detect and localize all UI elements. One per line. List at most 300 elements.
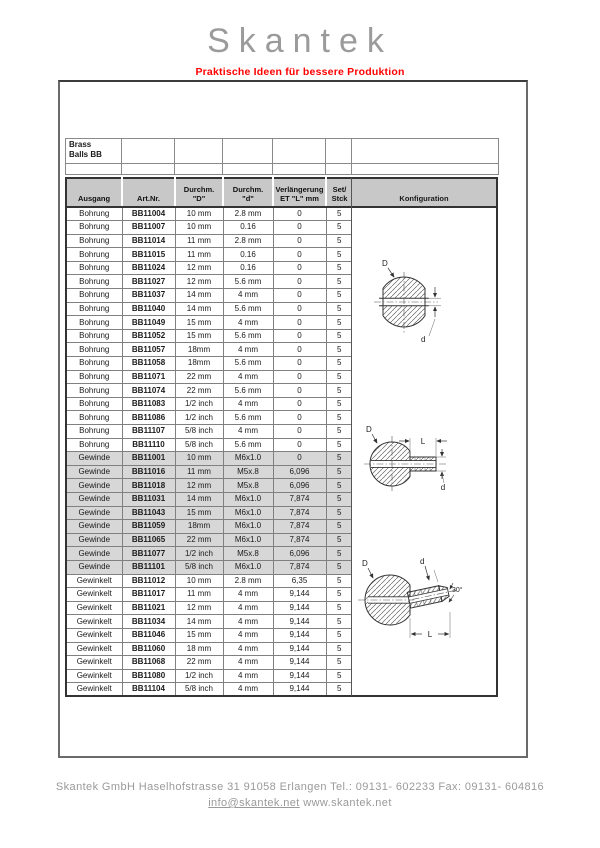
- cell-ausgang: Bohrung: [66, 329, 122, 343]
- dimension-label-D: D: [382, 259, 388, 268]
- cell-artnr: BB11049: [122, 316, 175, 330]
- cell-durchm-d: 5.6 mm: [223, 275, 273, 289]
- cell-verlaengerung: 0: [273, 438, 326, 452]
- cell-verlaengerung: 9,144: [273, 656, 326, 670]
- dimension-label-angle: 30°: [452, 587, 463, 594]
- column-header-set-stck: [326, 178, 353, 207]
- cell-artnr: BB11040: [122, 302, 175, 316]
- cell-set-stck: 5: [326, 669, 353, 683]
- cell-set-stck: 5: [326, 492, 353, 506]
- header-line: "d": [242, 194, 254, 204]
- table-row: [66, 479, 353, 493]
- cell-set-stck: 5: [326, 289, 353, 303]
- cell-verlaengerung: 0: [273, 248, 326, 262]
- table-row: [66, 506, 353, 520]
- table-row: [66, 221, 353, 235]
- table-row: [66, 289, 353, 303]
- empty-cell: [122, 139, 175, 164]
- cell-durchm-d: 5.6 mm: [223, 329, 273, 343]
- footer-email-link[interactable]: info@skantek.net: [208, 797, 300, 809]
- cell-set-stck: 5: [326, 560, 353, 574]
- cell-durchm-D: 11 mm: [175, 465, 223, 479]
- group-title-line2: Balls BB: [69, 150, 102, 159]
- konfiguration-column: [351, 177, 498, 697]
- cell-artnr: BB11107: [122, 425, 175, 439]
- cell-artnr: BB11034: [122, 615, 175, 629]
- table-row: [66, 615, 353, 629]
- cell-artnr: BB11024: [122, 261, 175, 275]
- cell-set-stck: 5: [326, 683, 353, 697]
- cell-set-stck: 5: [326, 221, 353, 235]
- table-row: [66, 357, 353, 371]
- cell-verlaengerung: 7,874: [273, 533, 326, 547]
- header-line: Art.Nr.: [137, 194, 160, 204]
- cell-durchm-d: M6x1.0: [223, 452, 273, 466]
- cell-ausgang: Bohrung: [66, 397, 122, 411]
- cell-durchm-d: 4 mm: [223, 669, 273, 683]
- dimension-label-d: d: [440, 483, 446, 492]
- cell-durchm-D: 11 mm: [175, 248, 223, 262]
- header-line: Ausgang: [77, 194, 111, 204]
- cell-durchm-d: M6x1.0: [223, 492, 273, 506]
- cell-verlaengerung: 0: [273, 343, 326, 357]
- cell-durchm-D: 10 mm: [175, 574, 223, 588]
- cell-durchm-d: M5x.8: [223, 479, 273, 493]
- cell-verlaengerung: 0: [273, 302, 326, 316]
- cell-durchm-d: 4 mm: [223, 601, 273, 615]
- cell-ausgang: Gewinkelt: [66, 588, 122, 602]
- table-row: [66, 275, 353, 289]
- cell-set-stck: 5: [326, 601, 353, 615]
- cell-durchm-d: 5.6 mm: [223, 384, 273, 398]
- cell-set-stck: 5: [326, 438, 353, 452]
- cell-verlaengerung: 0: [273, 261, 326, 275]
- table-row: [66, 465, 353, 479]
- cell-verlaengerung: 9,144: [273, 615, 326, 629]
- cell-ausgang: Gewinde: [66, 506, 122, 520]
- cell-durchm-D: 10 mm: [175, 452, 223, 466]
- cell-durchm-d: 5.6 mm: [223, 438, 273, 452]
- column-header-artnr: [122, 178, 175, 207]
- cell-durchm-d: 0.16: [223, 221, 273, 235]
- cell-artnr: BB11080: [122, 669, 175, 683]
- cell-ausgang: Gewinde: [66, 560, 122, 574]
- brand-tagline: Praktische Ideen für bessere Produktion: [195, 66, 405, 78]
- cell-set-stck: 5: [326, 316, 353, 330]
- cell-durchm-D: 22 mm: [175, 384, 223, 398]
- cell-set-stck: 5: [326, 357, 353, 371]
- cell-ausgang: Gewinkelt: [66, 669, 122, 683]
- cell-artnr: BB11060: [122, 642, 175, 656]
- group-title-line1: Brass: [69, 140, 92, 149]
- cell-verlaengerung: 9,144: [273, 669, 326, 683]
- cell-durchm-D: 5/8 inch: [175, 438, 223, 452]
- cell-ausgang: Bohrung: [66, 207, 122, 221]
- cell-ausgang: Gewinkelt: [66, 642, 122, 656]
- empty-cell: [66, 164, 122, 175]
- cell-durchm-D: 1/2 inch: [175, 547, 223, 561]
- cell-verlaengerung: 9,144: [273, 642, 326, 656]
- cell-ausgang: Bohrung: [66, 234, 122, 248]
- cell-verlaengerung: 0: [273, 411, 326, 425]
- table-row: [66, 669, 353, 683]
- cell-set-stck: 5: [326, 533, 353, 547]
- cell-set-stck: 5: [326, 207, 353, 221]
- cell-ausgang: Bohrung: [66, 248, 122, 262]
- cell-set-stck: 5: [326, 642, 353, 656]
- cell-artnr: BB11043: [122, 506, 175, 520]
- cell-ausgang: Gewinkelt: [66, 683, 122, 697]
- group-title: [66, 139, 122, 164]
- cell-verlaengerung: 9,144: [273, 588, 326, 602]
- cell-verlaengerung: 9,144: [273, 683, 326, 697]
- cell-durchm-D: 15 mm: [175, 506, 223, 520]
- cell-durchm-D: 18mm: [175, 343, 223, 357]
- cell-durchm-D: 14 mm: [175, 302, 223, 316]
- cell-durchm-d: M6x1.0: [223, 506, 273, 520]
- cell-set-stck: 5: [326, 574, 353, 588]
- cell-durchm-d: 2.8 mm: [223, 574, 273, 588]
- cell-set-stck: 5: [326, 547, 353, 561]
- cell-durchm-D: 15 mm: [175, 316, 223, 330]
- cell-artnr: BB11083: [122, 397, 175, 411]
- footer-links: [0, 797, 600, 809]
- cell-artnr: BB11004: [122, 207, 175, 221]
- cell-artnr: BB11015: [122, 248, 175, 262]
- cell-durchm-D: 1/2 inch: [175, 397, 223, 411]
- cell-verlaengerung: 0: [273, 384, 326, 398]
- cell-durchm-d: 0.16: [223, 261, 273, 275]
- cell-set-stck: 5: [326, 384, 353, 398]
- footer-address: Skantek GmbH Haselhofstrasse 31 91058 Erlangen Tel.: 09131- 602233 Fax: 09131- 604816: [55, 781, 545, 793]
- cell-artnr: BB11031: [122, 492, 175, 506]
- header-line: Set/: [332, 184, 347, 194]
- cell-durchm-D: 12 mm: [175, 601, 223, 615]
- drawing-gewinde-ball: [362, 424, 454, 496]
- cell-ausgang: Gewinde: [66, 547, 122, 561]
- konfiguration-drawings: [352, 208, 496, 695]
- table-row: [66, 656, 353, 670]
- table-row: [66, 452, 353, 466]
- cell-durchm-D: 1/2 inch: [175, 411, 223, 425]
- cell-set-stck: 5: [326, 465, 353, 479]
- table-row: [66, 261, 353, 275]
- cell-durchm-D: 18mm: [175, 520, 223, 534]
- empty-cell: [223, 164, 273, 175]
- cell-ausgang: Bohrung: [66, 343, 122, 357]
- cell-durchm-d: M6x1.0: [223, 520, 273, 534]
- cell-set-stck: 5: [326, 425, 353, 439]
- dimension-label-D: D: [362, 559, 368, 568]
- cell-artnr: BB11021: [122, 601, 175, 615]
- cell-durchm-D: 22 mm: [175, 370, 223, 384]
- cell-durchm-d: 4 mm: [223, 425, 273, 439]
- empty-cell: [175, 164, 223, 175]
- dimension-label-d: d: [421, 335, 426, 344]
- cell-durchm-D: 12 mm: [175, 479, 223, 493]
- cell-set-stck: 5: [326, 615, 353, 629]
- header-line: Stck: [331, 194, 348, 204]
- cell-durchm-d: 5.6 mm: [223, 302, 273, 316]
- cell-artnr: BB11068: [122, 656, 175, 670]
- cell-durchm-D: 15 mm: [175, 628, 223, 642]
- cell-set-stck: 5: [326, 370, 353, 384]
- cell-ausgang: Gewinde: [66, 479, 122, 493]
- column-header-konfiguration: Konfiguration: [352, 179, 496, 208]
- table-row: [66, 438, 353, 452]
- cell-verlaengerung: 6,096: [273, 547, 326, 561]
- cell-durchm-d: 2.8 mm: [223, 207, 273, 221]
- table-row: [66, 560, 353, 574]
- group-header-table: [65, 138, 499, 175]
- cell-artnr: BB11014: [122, 234, 175, 248]
- cell-ausgang: Bohrung: [66, 289, 122, 303]
- cell-ausgang: Bohrung: [66, 275, 122, 289]
- cell-set-stck: 5: [326, 343, 353, 357]
- cell-durchm-d: 4 mm: [223, 397, 273, 411]
- table-row: [66, 316, 353, 330]
- cell-ausgang: Gewinkelt: [66, 656, 122, 670]
- cell-set-stck: 5: [326, 479, 353, 493]
- empty-cell: [122, 164, 175, 175]
- cell-set-stck: 5: [326, 628, 353, 642]
- table-row: [66, 329, 353, 343]
- table-row: [66, 533, 353, 547]
- cell-durchm-D: 18 mm: [175, 642, 223, 656]
- cell-artnr: BB11086: [122, 411, 175, 425]
- dimension-label-D: D: [366, 425, 372, 434]
- cell-verlaengerung: 7,874: [273, 520, 326, 534]
- cell-durchm-d: 5.6 mm: [223, 357, 273, 371]
- header-line: Verlängerung: [275, 184, 324, 194]
- cell-durchm-D: 5/8 inch: [175, 683, 223, 697]
- cell-durchm-d: 4 mm: [223, 656, 273, 670]
- table-row: [66, 628, 353, 642]
- table-row: [66, 425, 353, 439]
- cell-artnr: BB11037: [122, 289, 175, 303]
- table-row: [66, 574, 353, 588]
- cell-durchm-d: 4 mm: [223, 316, 273, 330]
- table-row: [66, 492, 353, 506]
- cell-set-stck: 5: [326, 452, 353, 466]
- cell-ausgang: Gewinkelt: [66, 615, 122, 629]
- cell-durchm-d: 4 mm: [223, 628, 273, 642]
- cell-verlaengerung: 0: [273, 452, 326, 466]
- cell-durchm-D: 10 mm: [175, 207, 223, 221]
- drawing-bohrung-ball: [372, 256, 447, 350]
- table-row: [66, 520, 353, 534]
- cell-artnr: BB11077: [122, 547, 175, 561]
- cell-artnr: BB11058: [122, 357, 175, 371]
- cell-verlaengerung: 7,874: [273, 560, 326, 574]
- cell-verlaengerung: 6,35: [273, 574, 326, 588]
- table-row: [66, 601, 353, 615]
- table-row: [66, 547, 353, 561]
- cell-ausgang: Bohrung: [66, 357, 122, 371]
- cell-durchm-d: 2.8 mm: [223, 234, 273, 248]
- cell-set-stck: 5: [326, 261, 353, 275]
- spacer-row: [66, 164, 499, 175]
- cell-artnr: BB11074: [122, 384, 175, 398]
- cell-verlaengerung: 6,096: [273, 465, 326, 479]
- cell-artnr: BB11110: [122, 438, 175, 452]
- table-row: [66, 207, 353, 221]
- empty-cell: [175, 139, 223, 164]
- table-row: [66, 683, 353, 697]
- dimension-label-L: L: [427, 630, 433, 639]
- table-row: [66, 370, 353, 384]
- cell-verlaengerung: 7,874: [273, 492, 326, 506]
- cell-durchm-d: 4 mm: [223, 343, 273, 357]
- cell-durchm-d: M5x.8: [223, 465, 273, 479]
- cell-ausgang: Bohrung: [66, 384, 122, 398]
- cell-artnr: BB11052: [122, 329, 175, 343]
- cell-durchm-D: 5/8 inch: [175, 560, 223, 574]
- cell-artnr: BB11018: [122, 479, 175, 493]
- cell-verlaengerung: 0: [273, 357, 326, 371]
- footer-website: www.skantek.net: [303, 797, 392, 809]
- cell-set-stck: 5: [326, 588, 353, 602]
- cell-durchm-D: 12 mm: [175, 261, 223, 275]
- column-header-durchm-D: [175, 178, 223, 207]
- cell-artnr: BB11059: [122, 520, 175, 534]
- cell-set-stck: 5: [326, 275, 353, 289]
- cell-durchm-d: 4 mm: [223, 370, 273, 384]
- dimension-label-L: L: [420, 437, 426, 446]
- cell-verlaengerung: 0: [273, 221, 326, 235]
- table-row: [66, 302, 353, 316]
- cell-artnr: BB11007: [122, 221, 175, 235]
- cell-durchm-D: 22 mm: [175, 656, 223, 670]
- cell-artnr: BB11001: [122, 452, 175, 466]
- cell-durchm-D: 1/2 inch: [175, 669, 223, 683]
- cell-verlaengerung: 0: [273, 289, 326, 303]
- cell-set-stck: 5: [326, 411, 353, 425]
- cell-ausgang: Bohrung: [66, 221, 122, 235]
- product-table: [65, 177, 354, 697]
- cell-verlaengerung: 0: [273, 207, 326, 221]
- table-row: [66, 411, 353, 425]
- empty-cell: [352, 139, 499, 164]
- cell-set-stck: 5: [326, 234, 353, 248]
- cell-ausgang: Gewinde: [66, 533, 122, 547]
- cell-ausgang: Gewinkelt: [66, 628, 122, 642]
- cell-artnr: BB11065: [122, 533, 175, 547]
- column-header-row: [66, 178, 353, 207]
- cell-verlaengerung: 0: [273, 234, 326, 248]
- cell-verlaengerung: 0: [273, 316, 326, 330]
- cell-durchm-D: 11 mm: [175, 588, 223, 602]
- cell-set-stck: 5: [326, 397, 353, 411]
- cell-set-stck: 5: [326, 656, 353, 670]
- cell-ausgang: Gewinde: [66, 465, 122, 479]
- cell-artnr: BB11046: [122, 628, 175, 642]
- header-line: Durchm.: [183, 184, 215, 194]
- cell-ausgang: Gewinkelt: [66, 574, 122, 588]
- cell-set-stck: 5: [326, 520, 353, 534]
- table-row: [66, 397, 353, 411]
- cell-artnr: BB11104: [122, 683, 175, 697]
- cell-verlaengerung: 0: [273, 425, 326, 439]
- cell-verlaengerung: 0: [273, 397, 326, 411]
- cell-durchm-D: 18mm: [175, 357, 223, 371]
- column-header-durchm-d: [223, 178, 273, 207]
- cell-durchm-D: 22 mm: [175, 533, 223, 547]
- cell-durchm-D: 10 mm: [175, 221, 223, 235]
- cell-ausgang: Bohrung: [66, 261, 122, 275]
- cell-set-stck: 5: [326, 329, 353, 343]
- dimension-label-d: d: [420, 557, 425, 566]
- cell-ausgang: Gewinde: [66, 452, 122, 466]
- cell-durchm-d: 5.6 mm: [223, 411, 273, 425]
- cell-verlaengerung: 0: [273, 370, 326, 384]
- cell-durchm-D: 14 mm: [175, 289, 223, 303]
- cell-set-stck: 5: [326, 302, 353, 316]
- cell-durchm-d: 4 mm: [223, 683, 273, 697]
- cell-durchm-d: M6x1.0: [223, 560, 273, 574]
- cell-verlaengerung: 9,144: [273, 628, 326, 642]
- cell-artnr: BB11016: [122, 465, 175, 479]
- cell-durchm-d: 4 mm: [223, 615, 273, 629]
- empty-cell: [273, 139, 326, 164]
- table-row: [66, 384, 353, 398]
- cell-verlaengerung: 6,096: [273, 479, 326, 493]
- cell-verlaengerung: 9,144: [273, 601, 326, 615]
- table-row: [66, 588, 353, 602]
- cell-durchm-d: 4 mm: [223, 588, 273, 602]
- empty-cell: [326, 164, 352, 175]
- table-row: [66, 234, 353, 248]
- cell-durchm-d: 0.16: [223, 248, 273, 262]
- cell-durchm-d: 4 mm: [223, 289, 273, 303]
- column-header-verlaengerung: [273, 178, 326, 207]
- cell-ausgang: Bohrung: [66, 438, 122, 452]
- header-line: "D": [192, 194, 206, 204]
- brand-logo-text: Skantek: [207, 22, 393, 60]
- cell-ausgang: Bohrung: [66, 411, 122, 425]
- cell-durchm-D: 15 mm: [175, 329, 223, 343]
- table-row: [66, 642, 353, 656]
- cell-durchm-D: 12 mm: [175, 275, 223, 289]
- cell-set-stck: 5: [326, 506, 353, 520]
- column-header-ausgang: [66, 178, 122, 207]
- cell-artnr: BB11012: [122, 574, 175, 588]
- cell-ausgang: Gewinde: [66, 520, 122, 534]
- empty-cell: [223, 139, 273, 164]
- cell-ausgang: Bohrung: [66, 370, 122, 384]
- cell-durchm-D: 5/8 inch: [175, 425, 223, 439]
- cell-durchm-d: 4 mm: [223, 642, 273, 656]
- cell-artnr: BB11027: [122, 275, 175, 289]
- empty-cell: [273, 164, 326, 175]
- cell-durchm-D: 14 mm: [175, 492, 223, 506]
- table-row: [66, 343, 353, 357]
- cell-durchm-D: 14 mm: [175, 615, 223, 629]
- cell-durchm-D: 11 mm: [175, 234, 223, 248]
- cell-ausgang: Gewinde: [66, 492, 122, 506]
- cell-artnr: BB11071: [122, 370, 175, 384]
- header-line: ET "L" mm: [280, 194, 319, 204]
- cell-durchm-d: M6x1.0: [223, 533, 273, 547]
- cell-ausgang: Bohrung: [66, 316, 122, 330]
- cell-ausgang: Bohrung: [66, 425, 122, 439]
- cell-ausgang: Bohrung: [66, 302, 122, 316]
- table-row: [66, 248, 353, 262]
- group-title-row: [66, 139, 499, 164]
- cell-artnr: BB11101: [122, 560, 175, 574]
- cell-durchm-d: M5x.8: [223, 547, 273, 561]
- cell-ausgang: Gewinkelt: [66, 601, 122, 615]
